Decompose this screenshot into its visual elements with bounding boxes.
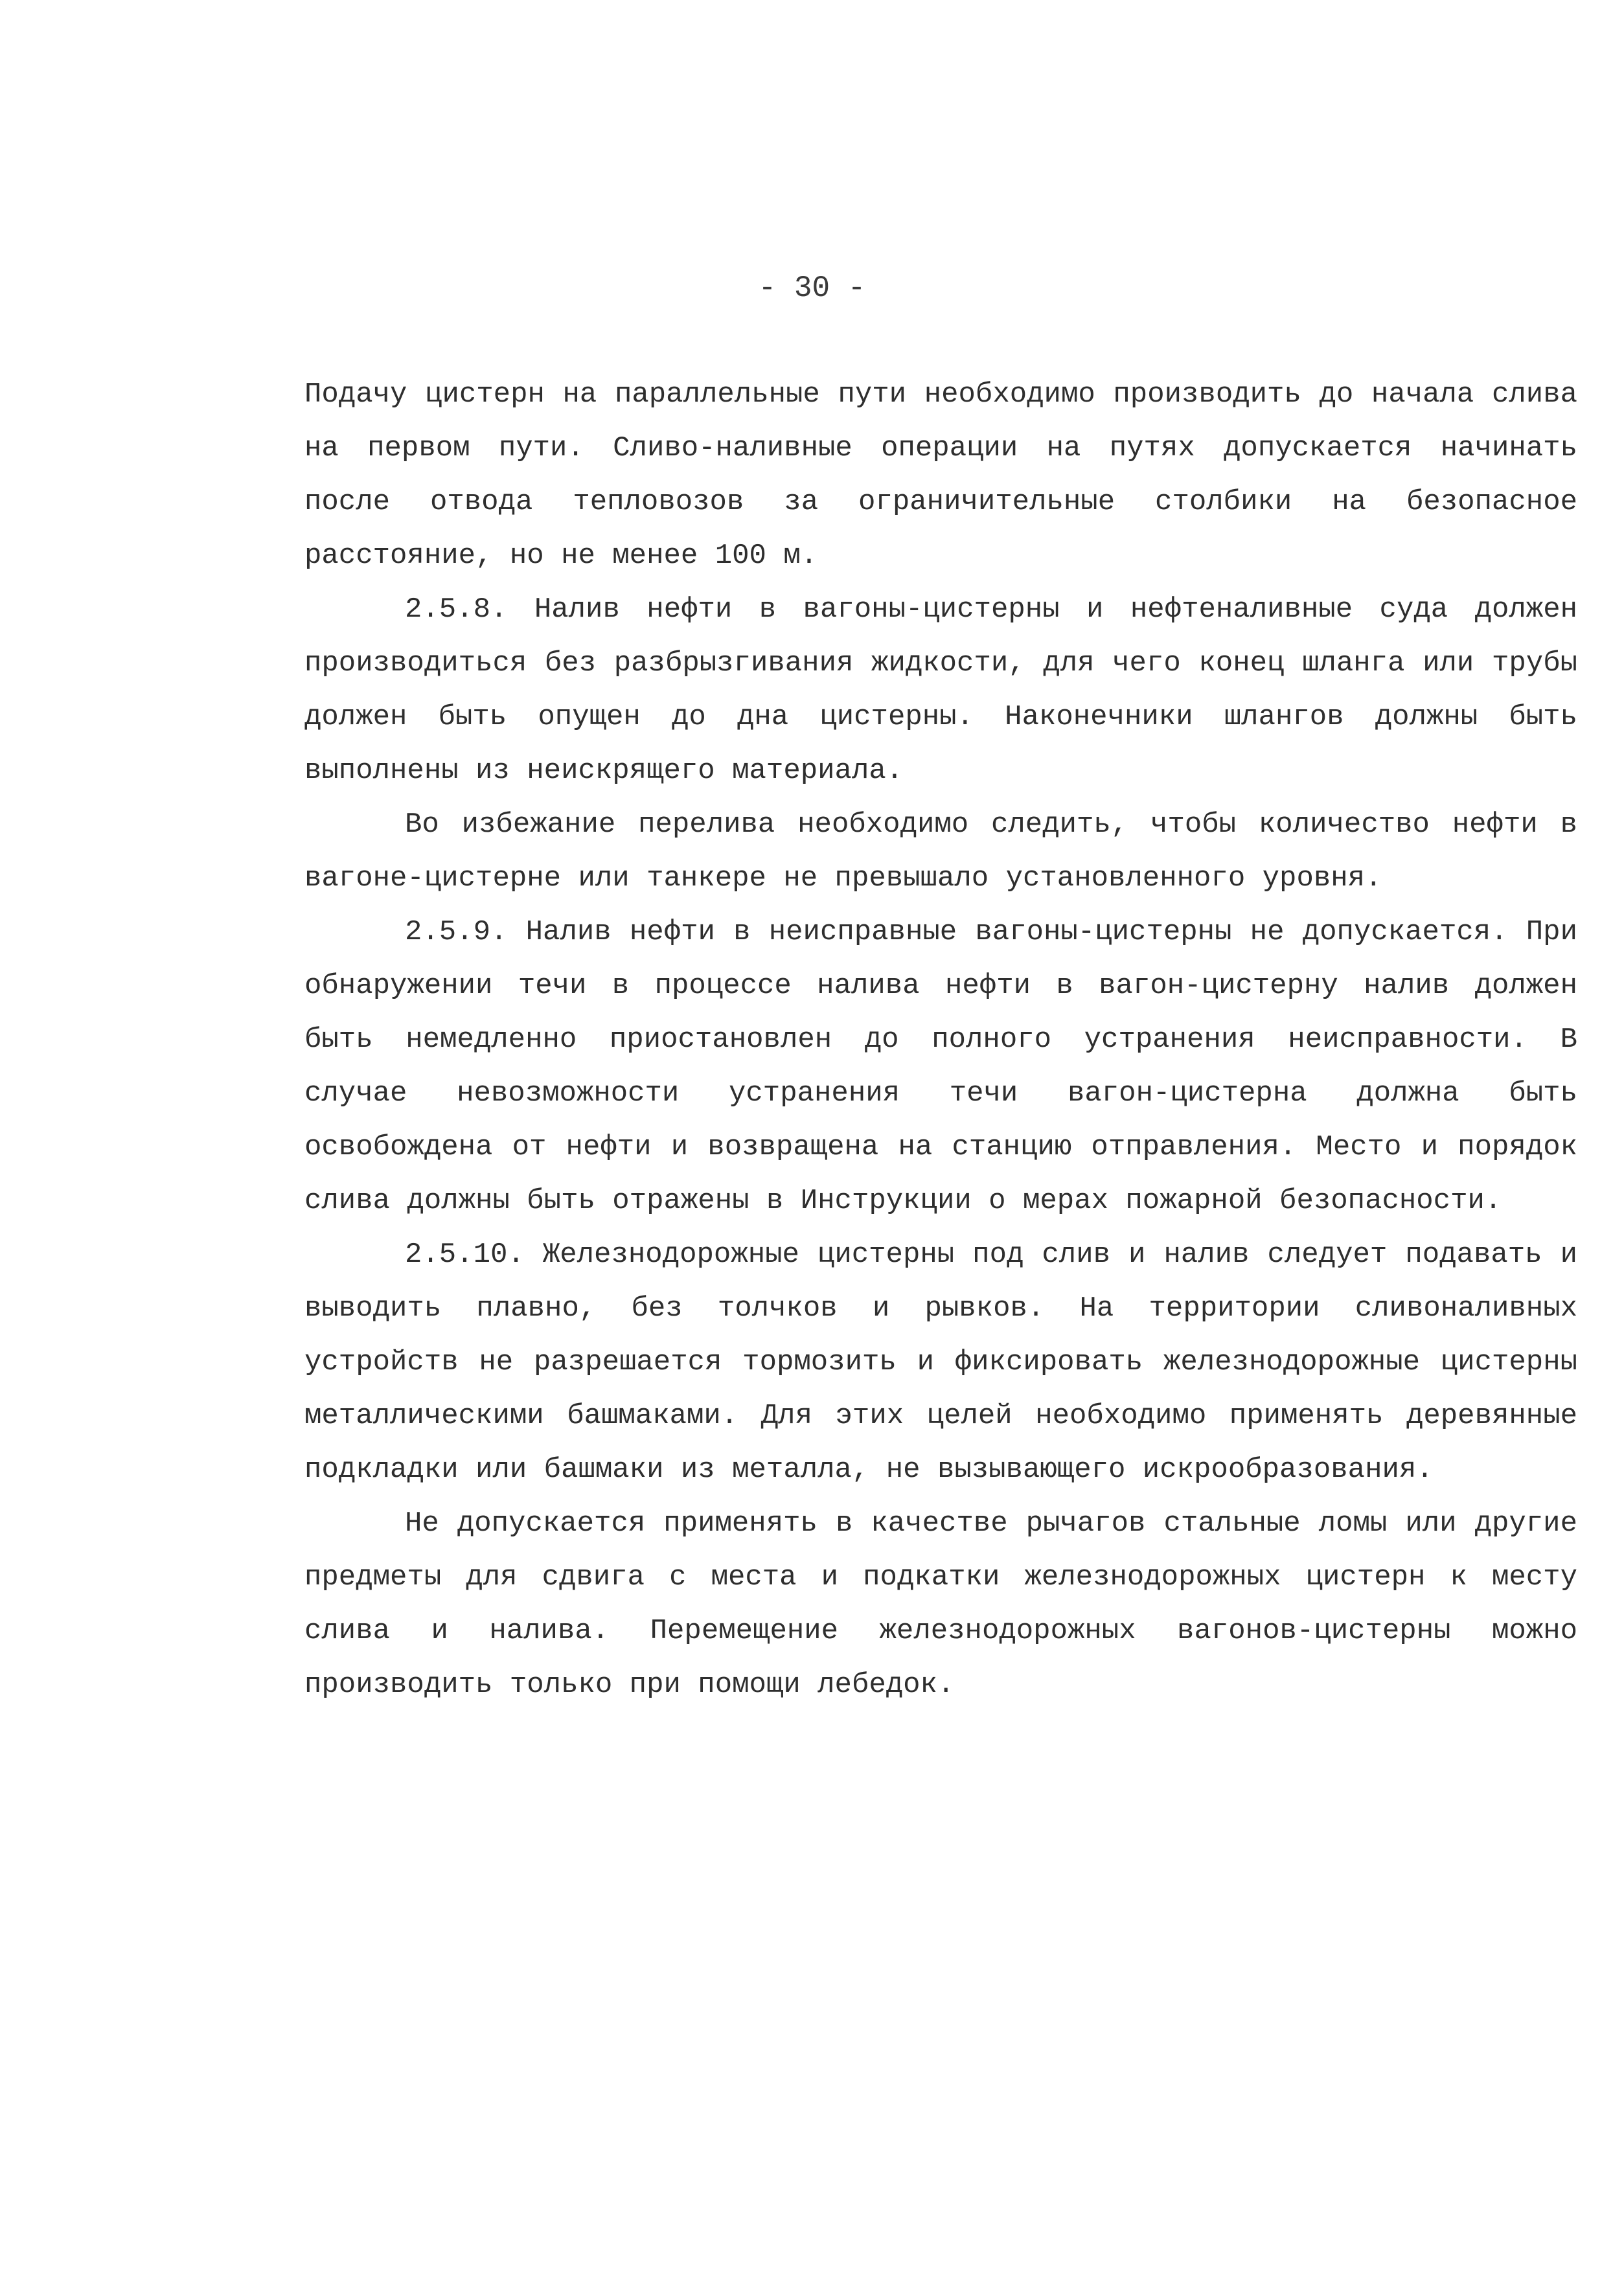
paragraph-tank-delivery: Подачу цистерн на параллельные пути необходимо производить до начала слива на первом пути. Сливо-наливные операции на путях допускается начинать после отвода тепловозов за ограничительные столбики на безопасное расстояние, но не менее 100 м. [304,378,1577,572]
paragraph-2-5-10: 2.5.10. Железнодорожные цистерны под слив и налив следует подавать и выводить плавно, без толчков и рывков. На территории сливоналивных устройств не разрешается тормозить и фиксировать железнодорожные цистерны металлическими башмаками. Для этих целей необходимо применять деревянные подкладки или башмаки из металла, не вызывающего искрообразования. [304,1239,1577,1486]
paragraph-2-5-9: 2.5.9. Налив нефти в неисправные вагоны-цистерны не допускается. При обнаружении течи в процессе налива нефти в вагон-цистерну налив должен быть немедленно приостановлен до полного устранения неисправности. В случае невозможности устранения течи вагон-цистерна должна быть освобождена от нефти и возвращена на станцию отправления. Место и порядок слива должны быть отражены в Инструкции о мерах пожарной безопасности. [304,916,1577,1217]
paragraph-crowbars: Не допускается применять в качестве рычагов стальные ломы или другие предметы для сдвига с места и подкатки железнодорожных цистерн к месту слива и налива. Перемещение железнодорожных вагонов-цистерны можно производить только при помощи лебедок. [304,1507,1577,1701]
document-body [304,368,1577,1712]
page-number: - 30 - [758,271,866,305]
paragraph-2-5-8: 2.5.8. Налив нефти в вагоны-цистерны и нефтеналивные суда должен производиться без разбрызгивания жидкости, для чего конец шланга или трубы должен быть опущен до дна цистерны. Наконечники шлангов должны быть выполнены из неискрящего материала. [304,593,1577,787]
paragraph-overflow: Во избежание перелива необходимо следить, чтобы количество нефти в вагоне-цистерне или танкере не превышало установленного уровня. [304,808,1577,895]
